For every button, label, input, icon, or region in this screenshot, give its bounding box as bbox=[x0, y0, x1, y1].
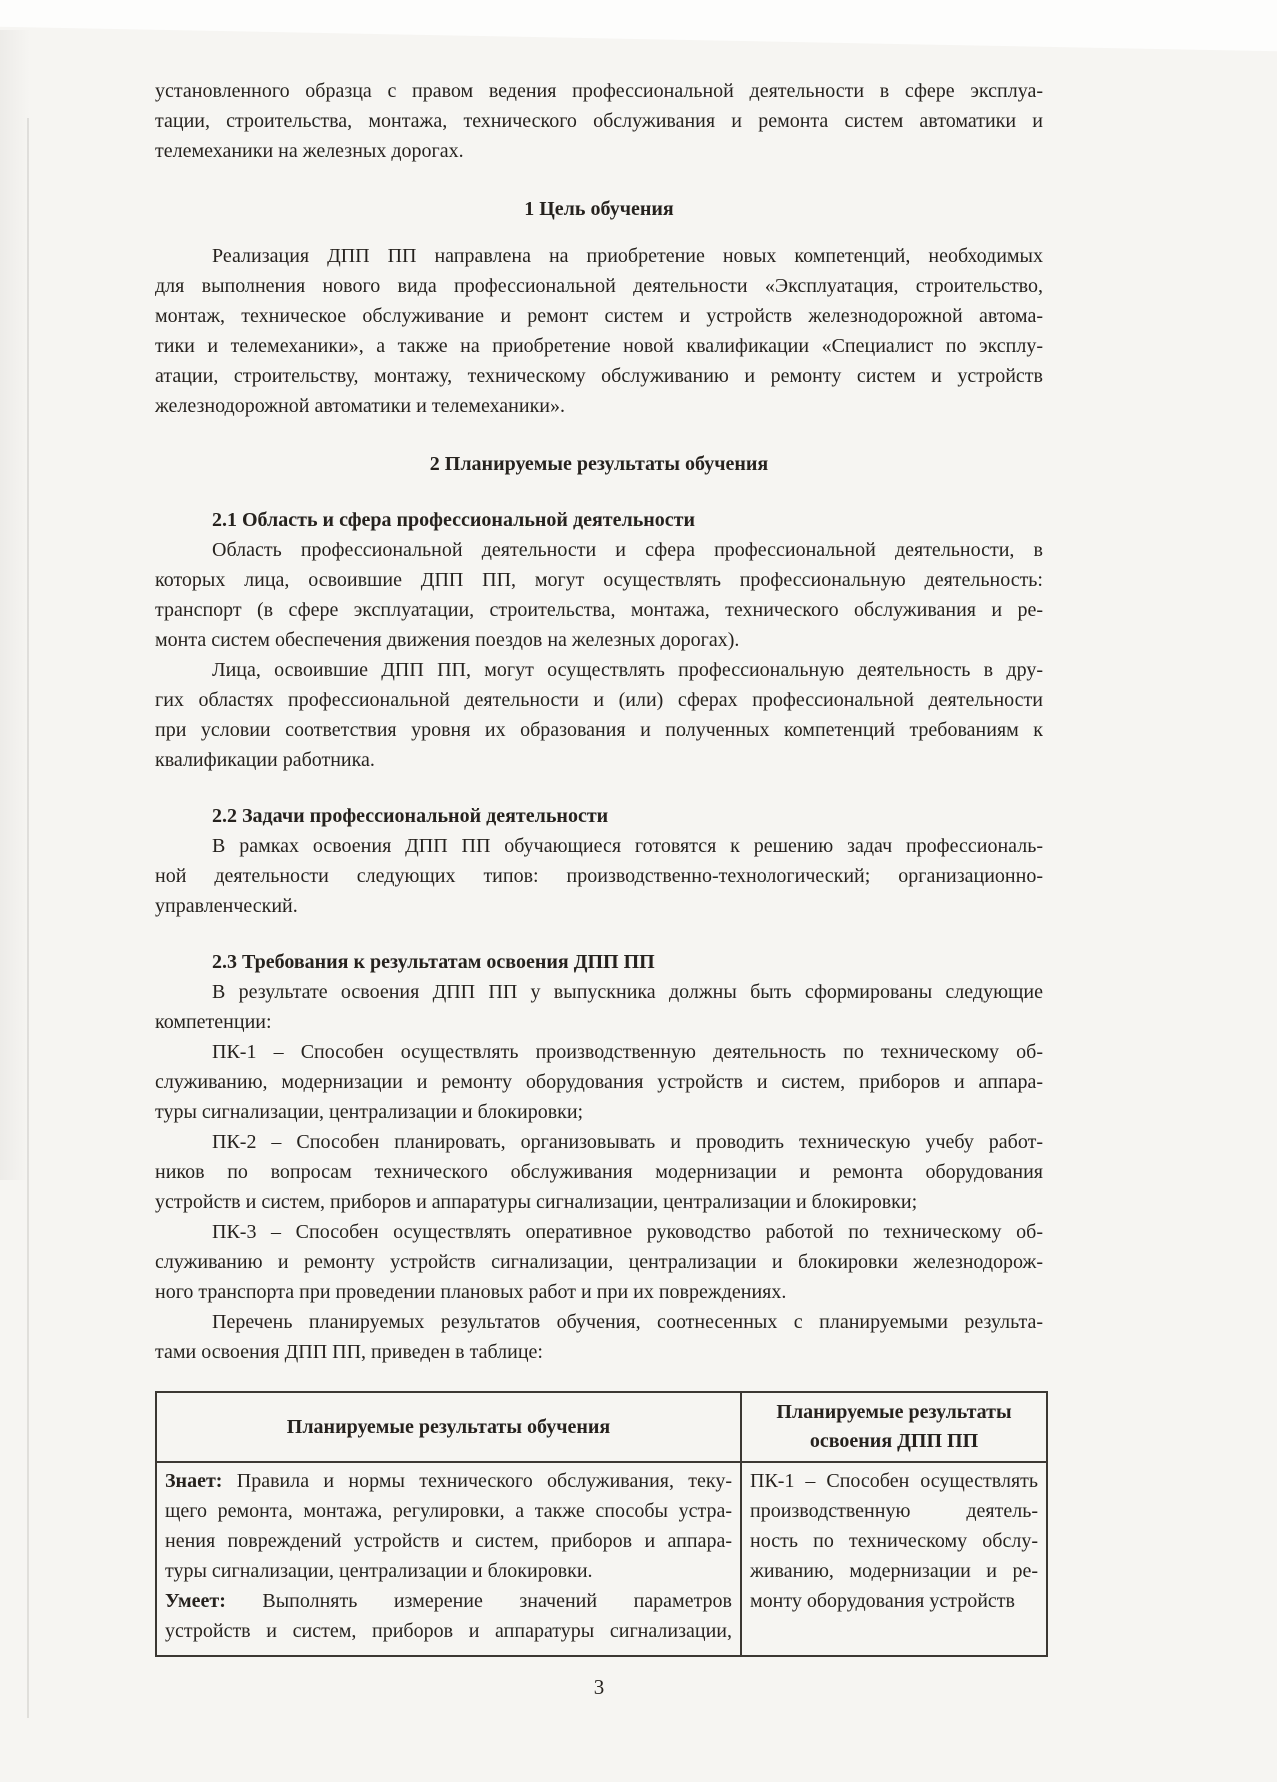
text-line: В рамках освоения ДПП ПП обучающиеся готовятся к решению задач профессиональ- bbox=[212, 835, 1043, 857]
text-line: ного транспорта при проведении плановых работ и при их повреждениях. bbox=[155, 1281, 787, 1303]
text-line: ной деятельности следующих типов: производственно-технологический; организационно- bbox=[155, 865, 1043, 887]
text-line: монтаж, техническое обслуживание и ремонт систем и устройств железнодорожной автома- bbox=[155, 305, 1043, 327]
text-line: которых лица, освоившие ДПП ПП, могут осуществлять профессиональную деятельность: bbox=[155, 569, 1043, 591]
text-line: монта систем обеспечения движения поездов на железных дорогах). bbox=[155, 629, 740, 651]
text-line: нения повреждений устройств и систем, приборов и аппара- bbox=[165, 1530, 732, 1552]
scan-edge-shadow bbox=[0, 30, 30, 1180]
text-line: телемеханики на железных дорогах. bbox=[155, 140, 464, 162]
text-line: тации, строительства, монтажа, технического обслуживания и ремонта систем автоматики и bbox=[155, 110, 1043, 132]
paragraph bbox=[155, 1037, 1043, 1127]
text-line: ников по вопросам технического обслуживания модернизации и ремонта оборудования bbox=[155, 1161, 1043, 1183]
text-line: управленческий. bbox=[155, 895, 298, 917]
text-line: компетенции: bbox=[155, 1011, 272, 1033]
text-line: живанию, модернизации и ре- bbox=[750, 1560, 1038, 1582]
table-header-line: освоения ДПП ПП bbox=[809, 1430, 979, 1452]
text-line: Знает: Правила и нормы технического обслуживания, теку- bbox=[165, 1470, 732, 1492]
section-heading: 2 Планируемые результаты обучения bbox=[429, 453, 769, 475]
paragraph bbox=[155, 655, 1043, 775]
subsection-heading: 2.1 Область и сфера профессиональной деятельности bbox=[212, 509, 696, 531]
paragraph bbox=[155, 1307, 1043, 1367]
text-line: туры сигнализации, централизации и блокировки; bbox=[155, 1101, 584, 1123]
text-line: служиванию, модернизации и ремонту оборудования устройств и систем, приборов и аппара- bbox=[155, 1071, 1043, 1093]
text-line: служиванию и ремонту устройств сигнализации, централизации и блокировки железнодорож- bbox=[155, 1251, 1043, 1273]
text-line: ПК-1 – Способен осуществлять производственную деятельность по техническому об- bbox=[212, 1041, 1043, 1063]
table-cell-knows-can bbox=[156, 1462, 741, 1656]
text-line: туры сигнализации, централизации и блокировки. bbox=[165, 1560, 593, 1582]
text-line: Реализация ДПП ПП направлена на приобретение новых компетенций, необходимых bbox=[212, 245, 1043, 267]
text-line: тики и телемеханики», а также на приобретение новой квалификации «Специалист по эксплу- bbox=[155, 335, 1043, 357]
text-line: Перечень планируемых результатов обучения, соотнесенных с планируемыми результа- bbox=[212, 1311, 1043, 1333]
text-line: транспорт (в сфере эксплуатации, строительства, монтажа, технического обслуживания и ре- bbox=[155, 599, 1043, 621]
paragraph bbox=[155, 831, 1043, 921]
text-line: устройств и систем, приборов и аппаратуры сигнализации, централизации и блокировки; bbox=[155, 1191, 918, 1213]
text-line: ПК-3 – Способен осуществлять оперативное руководство работой по техническому об- bbox=[212, 1221, 1043, 1243]
text-line: ность по техническому обслу- bbox=[750, 1530, 1038, 1552]
document-body-text bbox=[155, 76, 1043, 1367]
text-line: В результате освоения ДПП ПП у выпускника должны быть сформированы следующие bbox=[212, 981, 1043, 1003]
text-line: Лица, освоившие ДПП ПП, могут осуществлять профессиональную деятельность в дру- bbox=[212, 659, 1043, 681]
table-row bbox=[156, 1462, 1047, 1656]
subsection-heading: 2.3 Требования к результатам освоения ДПП ПП bbox=[212, 951, 655, 973]
document-content bbox=[155, 76, 1043, 1702]
paragraph bbox=[155, 76, 1043, 166]
text-line: монту оборудования устройств bbox=[750, 1590, 1015, 1612]
text-line: ПК-1 – Способен осуществлять bbox=[750, 1470, 1038, 1492]
text-line: Область профессиональной деятельности и сфера профессиональной деятельности, в bbox=[212, 539, 1043, 561]
text-line: тами освоения ДПП ПП, приведен в таблице: bbox=[155, 1341, 543, 1363]
paragraph bbox=[155, 535, 1043, 655]
text-line: щего ремонта, монтажа, регулировки, а также способы устра- bbox=[165, 1500, 732, 1522]
scan-artifact-line bbox=[27, 118, 29, 1718]
text-line: производственную деятель- bbox=[750, 1500, 1038, 1522]
text-line: железнодорожной автоматики и телемеханики». bbox=[155, 395, 566, 417]
paragraph bbox=[155, 1217, 1043, 1307]
text-line: при условии соответствия уровня их образования и полученных компетенций требованиям к bbox=[155, 719, 1043, 741]
paragraph bbox=[155, 1127, 1043, 1217]
table-header-line: Планируемые результаты bbox=[776, 1401, 1012, 1423]
text-line: Умеет: Выполнять измерение значений параметров bbox=[165, 1590, 732, 1612]
text-line: атации, строительству, монтажу, техническому обслуживанию и ремонту систем и устройств bbox=[155, 365, 1043, 387]
paragraph bbox=[155, 241, 1043, 421]
text-line: квалификации работника. bbox=[155, 749, 375, 771]
section-heading: 1 Цель обучения bbox=[524, 198, 674, 220]
page-number: 3 bbox=[593, 1675, 605, 1699]
subsection-heading: 2.2 Задачи профессиональной деятельности bbox=[212, 805, 609, 827]
table-cell-competency-pk1 bbox=[741, 1462, 1047, 1656]
text-line: устройств и систем, приборов и аппаратуры сигнализации, bbox=[165, 1620, 732, 1642]
table-header-learning-results: Планируемые результаты обучения bbox=[156, 1392, 741, 1462]
text-line: гих областях профессиональной деятельности и (или) сферах профессиональной деятельности bbox=[155, 689, 1043, 711]
text-line: ПК-2 – Способен планировать, организовывать и проводить техническую учебу работ- bbox=[212, 1131, 1043, 1153]
results-table bbox=[155, 1391, 1048, 1657]
text-line: установленного образца с правом ведения профессиональной деятельности в сфере эксплуа- bbox=[155, 80, 1043, 102]
text-line: для выполнения нового вида профессиональной деятельности «Эксплуатация, строительство, bbox=[155, 275, 1043, 297]
paragraph bbox=[155, 977, 1043, 1037]
table-header-program-results bbox=[741, 1392, 1047, 1462]
table-header-row bbox=[156, 1392, 1047, 1462]
